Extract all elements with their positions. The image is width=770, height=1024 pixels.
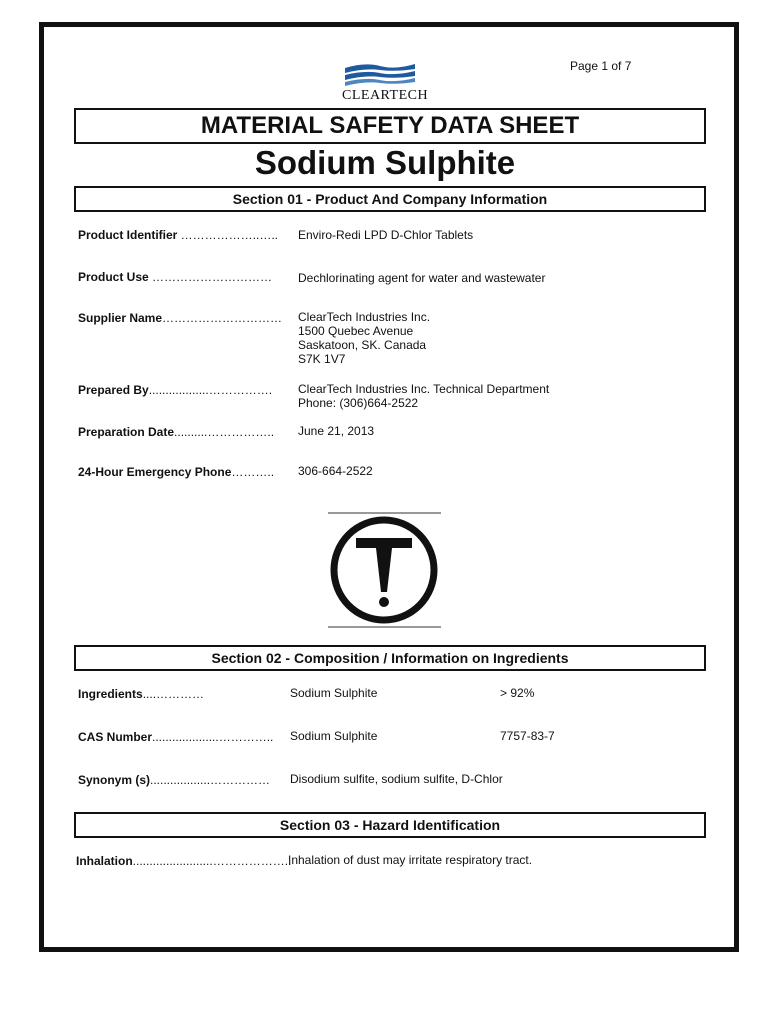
value-cas-name: Sodium Sulphite [290, 729, 378, 743]
value-synonyms: Disodium sulfite, sodium sulfite, D-Chlor [290, 772, 503, 786]
value-product-identifier: Enviro-Redi LPD D-Chlor Tablets [298, 228, 474, 242]
section-01-heading: Section 01 - Product And Company Information [74, 186, 706, 212]
value-product-use: Dechlorinating agent for water and wastewater [298, 271, 546, 285]
label-product-use: Product Use ………………………… [78, 270, 273, 284]
label-emergency-phone: 24-Hour Emergency Phone……….. [78, 465, 275, 479]
value-ingredients: Sodium Sulphite [290, 686, 378, 700]
value-preparation-date: June 21, 2013 [298, 424, 375, 438]
label-supplier-name: Supplier Name………………………… [78, 311, 283, 325]
label-prepared-by: Prepared By..................……………. [78, 383, 273, 397]
label-preparation-date: Preparation Date..........…………….. [78, 425, 275, 439]
label-synonyms: Synonym (s)..................…………… [78, 773, 271, 787]
section-03-heading: Section 03 - Hazard Identification [74, 812, 706, 838]
label-inhalation: Inhalation........................……………….. [76, 854, 292, 868]
value-prepared-by: ClearTech Industries Inc. Technical Department Phone: (306)664-2522 [298, 382, 550, 410]
label-cas-number: CAS Number....................………….. [78, 730, 274, 744]
logo-wordmark: CLEARTECH [342, 88, 429, 103]
whmis-toxic-material-icon [328, 512, 441, 628]
value-cas-number: 7757-83-7 [500, 729, 555, 743]
value-ingredients-percent: > 92% [500, 686, 535, 700]
value-emergency-phone: 306-664-2522 [298, 464, 373, 478]
product-name: Sodium Sulphite [254, 144, 516, 181]
value-inhalation: Inhalation of dust may irritate respiratory tract. [288, 853, 533, 867]
label-product-identifier: Product Identifier ………………..….. [78, 228, 279, 242]
value-supplier-name: ClearTech Industries Inc. 1500 Quebec Avenue Saskatoon, SK. Canada S7K 1V7 [298, 310, 431, 366]
document-title: MATERIAL SAFETY DATA SHEET [74, 108, 706, 144]
page-number: Page 1 of 7 [570, 59, 632, 73]
label-ingredients: Ingredients....………… [78, 687, 205, 701]
section-02-heading: Section 02 - Composition / Information on Ingredients [74, 645, 706, 671]
